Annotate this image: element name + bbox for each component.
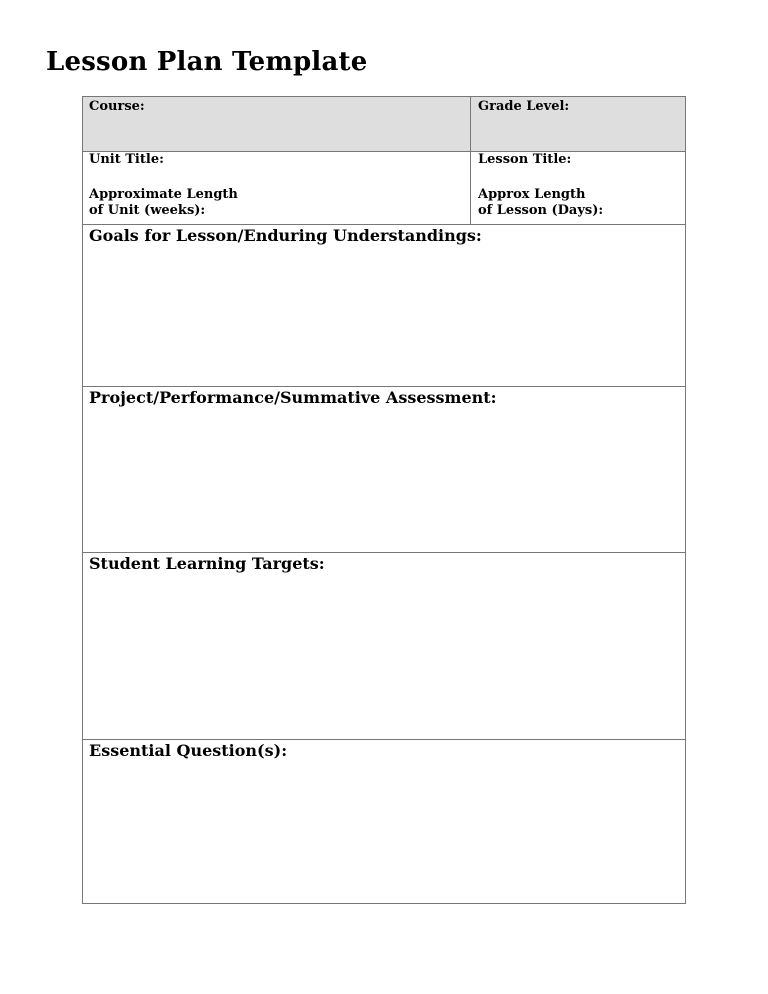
assessment-label: Project/Performance/Summative Assessment: bbox=[89, 388, 497, 407]
goals-label: Goals for Lesson/Enduring Understandings: bbox=[89, 226, 482, 245]
essential-questions-label: Essential Question(s): bbox=[89, 741, 288, 760]
approx-length-unit-label-line2: of Unit (weeks): bbox=[89, 203, 206, 218]
lesson-title-label: Lesson Title: bbox=[478, 152, 572, 167]
unit-lesson-row bbox=[83, 152, 685, 225]
goals-section[interactable] bbox=[83, 225, 685, 387]
essential-questions-section[interactable] bbox=[83, 740, 685, 903]
learning-targets-label: Student Learning Targets: bbox=[89, 554, 325, 573]
approx-length-lesson-label-line2: of Lesson (Days): bbox=[478, 203, 604, 218]
learning-targets-section[interactable] bbox=[83, 553, 685, 740]
approx-length-lesson-label-line1: Approx Length bbox=[478, 187, 586, 202]
approx-length-unit-label-line1: Approximate Length bbox=[89, 187, 238, 202]
lesson-plan-form bbox=[82, 96, 686, 904]
page-title: Lesson Plan Template bbox=[46, 47, 368, 77]
assessment-section[interactable] bbox=[83, 387, 685, 553]
course-label: Course: bbox=[89, 99, 145, 114]
column-divider bbox=[470, 97, 471, 224]
unit-title-label: Unit Title: bbox=[89, 152, 164, 167]
course-grade-row bbox=[83, 97, 685, 152]
grade-level-label: Grade Level: bbox=[478, 99, 570, 114]
